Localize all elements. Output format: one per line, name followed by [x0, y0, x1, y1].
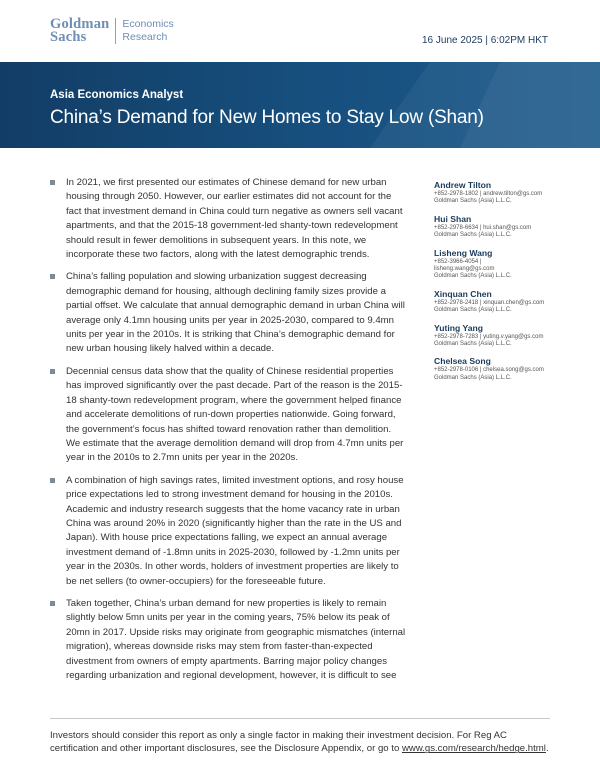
- author-name: Lisheng Wang: [434, 247, 493, 258]
- disclosure-end: .: [545, 743, 549, 755]
- banner-decoration: [370, 62, 600, 148]
- author-block: [434, 248, 564, 281]
- disclosure-link[interactable]: www.gs.com/research/hedge.html: [401, 743, 546, 755]
- disclosure-text: Investors should consider this report as only a single factor in making their investment decision. For Reg AC certification and other important disclosures, see the Disclosure Appendix, or go to: [50, 730, 507, 755]
- report-title: China’s Demand for New Homes to Stay Low (Shan): [50, 107, 484, 128]
- bullet-item: [50, 365, 406, 466]
- bullet-text: A combination of high savings rates, limited investment options, and rosy house price expectations led to strong investment demand for housing in the 2010s. Academic and industry research suggests that the home vacancy rate in urban China was around 20% in 2020 (significantly higher than the rate in the US and Japan). With house price expectations falling, we expect an annual average investment demand of -1.8mn units in 2025-2030, followed by -1.2mn units per year in the 2030s. In other words, holders of investment properties are likely to be net sellers (to owner-occupiers) for the foreseeable future.: [66, 474, 404, 587]
- author-block: [434, 356, 564, 382]
- series-name: Asia Economics Analyst: [50, 89, 184, 101]
- author-contact[interactable]: +852-2978-2418 | xinquan.chen@gs.com: [434, 299, 545, 306]
- author-email[interactable]: lisheng.wang@gs.com: [434, 266, 495, 273]
- disclosure-footer: [50, 718, 550, 756]
- bullet-marker: [50, 474, 66, 589]
- division-name: [122, 18, 173, 44]
- author-block: [434, 323, 564, 349]
- bullet-marker: [50, 270, 66, 356]
- page-header: [0, 0, 600, 62]
- author-list: [434, 180, 564, 390]
- author-block: [434, 289, 564, 315]
- author-contact[interactable]: +852-3966-4054 |: [434, 258, 482, 265]
- brand-line-2: Sachs: [50, 29, 87, 45]
- author-contact[interactable]: +852-2978-0106 | chelsea.song@gs.com: [434, 367, 544, 374]
- bullet-marker: [50, 365, 66, 466]
- bullet-marker: [50, 176, 66, 262]
- bullet-text: In 2021, we first presented our estimates of Chinese demand for new urban housing through 2050. However, our earlier estimates did not account for the fact that investment demand in China could turn negative as owners sell vacant apartments, and that the 2015-18 government-led shanty-town redevelopment should result in fewer demolitions in subsequent years. In this note, we incorporate these two factors, along with the latest demographic trends.: [66, 177, 403, 261]
- author-name: Andrew Tilton: [434, 180, 492, 190]
- author-firm: Goldman Sachs (Asia) L.L.C.: [434, 341, 512, 348]
- author-name: Chelsea Song: [434, 356, 491, 367]
- title-banner: [0, 62, 600, 148]
- division-line-1: Economics: [122, 18, 174, 30]
- bullet-text: Taken together, China’s urban demand for new properties is likely to remain slightly below 5mn units per year in the coming years, 75% below its peak of 20mn in 2017. Upside risks may originate from geographic mismatches (internal migration), whereas downside risks may stem from faster-than-expected divestment from owners of empty apartments. Barring major policy changes regarding urbanization and regional development, however, it is difficult to see: [66, 597, 406, 681]
- logo-divider: [115, 18, 116, 44]
- author-name: Xinquan Chen: [434, 288, 492, 299]
- author-firm: Goldman Sachs (Asia) L.L.C.: [434, 374, 512, 381]
- bullet-item: [50, 474, 406, 589]
- bullet-text: Decennial census data show that the quality of Chinese residential properties has improved significantly over the past decade. Part of the reason is the 2015-18 shanty-town redevelopment program, where the government helped finance and accelerate demolitions of run-down properties nationwide. Going forward, the government’s focus has shifted toward renovation rather than demolition. We estimate that the average demolition demand will drop from 4.7mn units per year in the 2010s to 2.7mn units per year in the 2020s.: [66, 365, 404, 464]
- author-contact[interactable]: +852-2978-6634 | hui.shan@gs.com: [434, 224, 532, 231]
- author-contact[interactable]: +852-2978-1802 | andrew.tilton@gs.com: [434, 191, 543, 197]
- summary-bullets: [50, 176, 406, 691]
- author-block: [434, 214, 564, 240]
- author-firm: Goldman Sachs (Asia) L.L.C.: [434, 307, 512, 314]
- bullet-item: [50, 597, 406, 683]
- author-firm: Goldman Sachs (Asia) L.L.C.: [434, 232, 512, 239]
- bullet-text: China’s falling population and slowing urbanization suggest decreasing demographic demand for housing, although declining family sizes provide a partial offset. We calculate that annual demographic demand in urban China will average only 4.1mn housing units per year in 2025-2030, compared to 9.4mn units per year in the 2010s. It is striking that China’s demographic demand for new urban housing likely halved within a decade.: [66, 271, 405, 355]
- division-line-2: Research: [122, 31, 168, 43]
- bullet-item: [50, 176, 406, 262]
- bullet-item: [50, 270, 406, 356]
- brand-line-1: Goldman: [50, 16, 110, 32]
- author-name: Hui Shan: [434, 213, 472, 224]
- report-date: 16 June 2025 | 6:02PM HKT: [421, 35, 548, 46]
- author-contact[interactable]: +852-2978-7283 | yuting.v.yang@gs.com: [434, 333, 544, 340]
- author-block: [434, 180, 564, 206]
- goldman-sachs-logo: [50, 18, 174, 44]
- author-firm: Goldman Sachs (Asia) L.L.C.: [434, 198, 512, 205]
- author-name: Yuting Yang: [434, 322, 484, 333]
- bullet-marker: [50, 597, 66, 683]
- brand-name: [50, 18, 109, 44]
- author-firm: Goldman Sachs (Asia) L.L.C.: [434, 273, 512, 280]
